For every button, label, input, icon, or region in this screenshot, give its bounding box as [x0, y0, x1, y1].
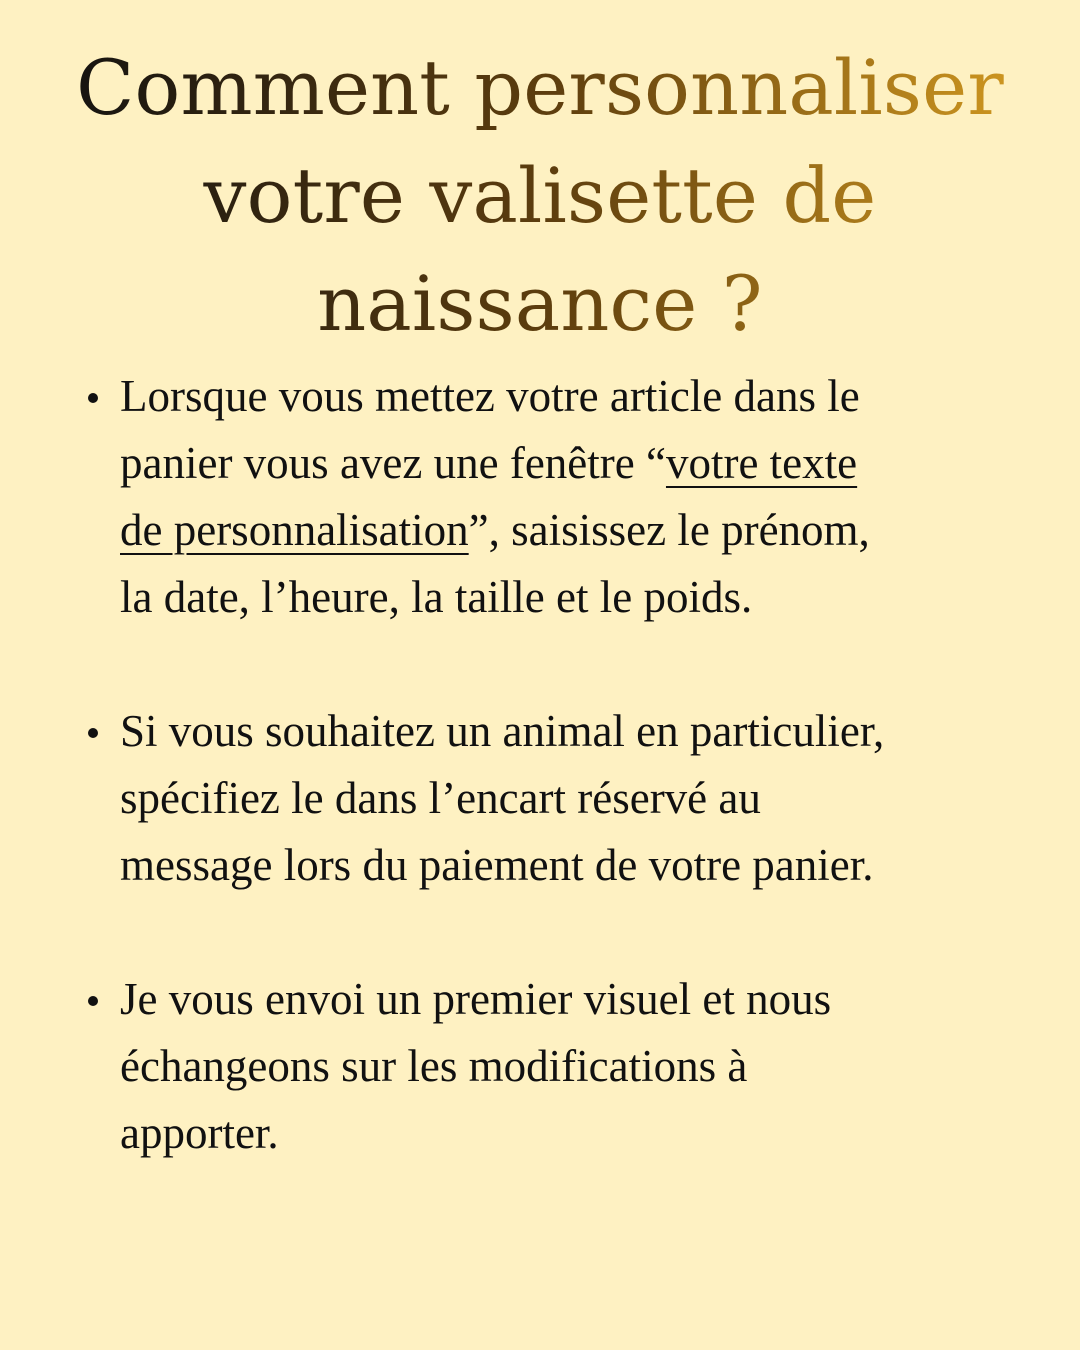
list-item	[82, 966, 1052, 1167]
title-line-1: Comment personnaliser	[40, 34, 1040, 142]
list-item-line: la date, l’heure, la taille et le poids.	[120, 572, 753, 622]
inline-text: panier vous avez une fenêtre “	[120, 438, 666, 488]
list-item	[82, 363, 1052, 631]
list-item-line: spécifiez le dans l’encart réservé au	[120, 773, 761, 823]
personalization-text-link-part-1[interactable]: votre texte	[665, 438, 858, 488]
list-item-line: Si vous souhaitez un animal en particulier,	[120, 706, 885, 756]
list-item-line	[120, 497, 1040, 564]
page-title	[40, 34, 1040, 358]
list-item-line: message lors du paiement de votre panier.	[120, 840, 874, 890]
title-line-2: votre valisette de	[40, 142, 1040, 250]
list-item-line: échangeons sur les modifications à	[120, 1041, 748, 1091]
list-item-text	[120, 966, 1040, 1167]
list-item-text	[120, 698, 1040, 899]
list-item-line	[120, 430, 1040, 497]
list-item-line: apporter.	[120, 1108, 279, 1158]
personalization-text-link-part-2[interactable]: de personnalisation	[120, 505, 469, 555]
inline-text: ”, saisissez le prénom,	[468, 505, 870, 555]
list-item	[82, 698, 1052, 899]
list-item-line: Je vous envoi un premier visuel et nous	[120, 974, 832, 1024]
bullet-icon	[88, 996, 98, 1006]
bullet-icon	[88, 393, 98, 403]
list-item-text	[120, 363, 1040, 631]
bullet-icon	[88, 728, 98, 738]
list-item-line: Lorsque vous mettez votre article dans le	[120, 371, 860, 421]
title-line-3: naissance ?	[40, 250, 1040, 358]
